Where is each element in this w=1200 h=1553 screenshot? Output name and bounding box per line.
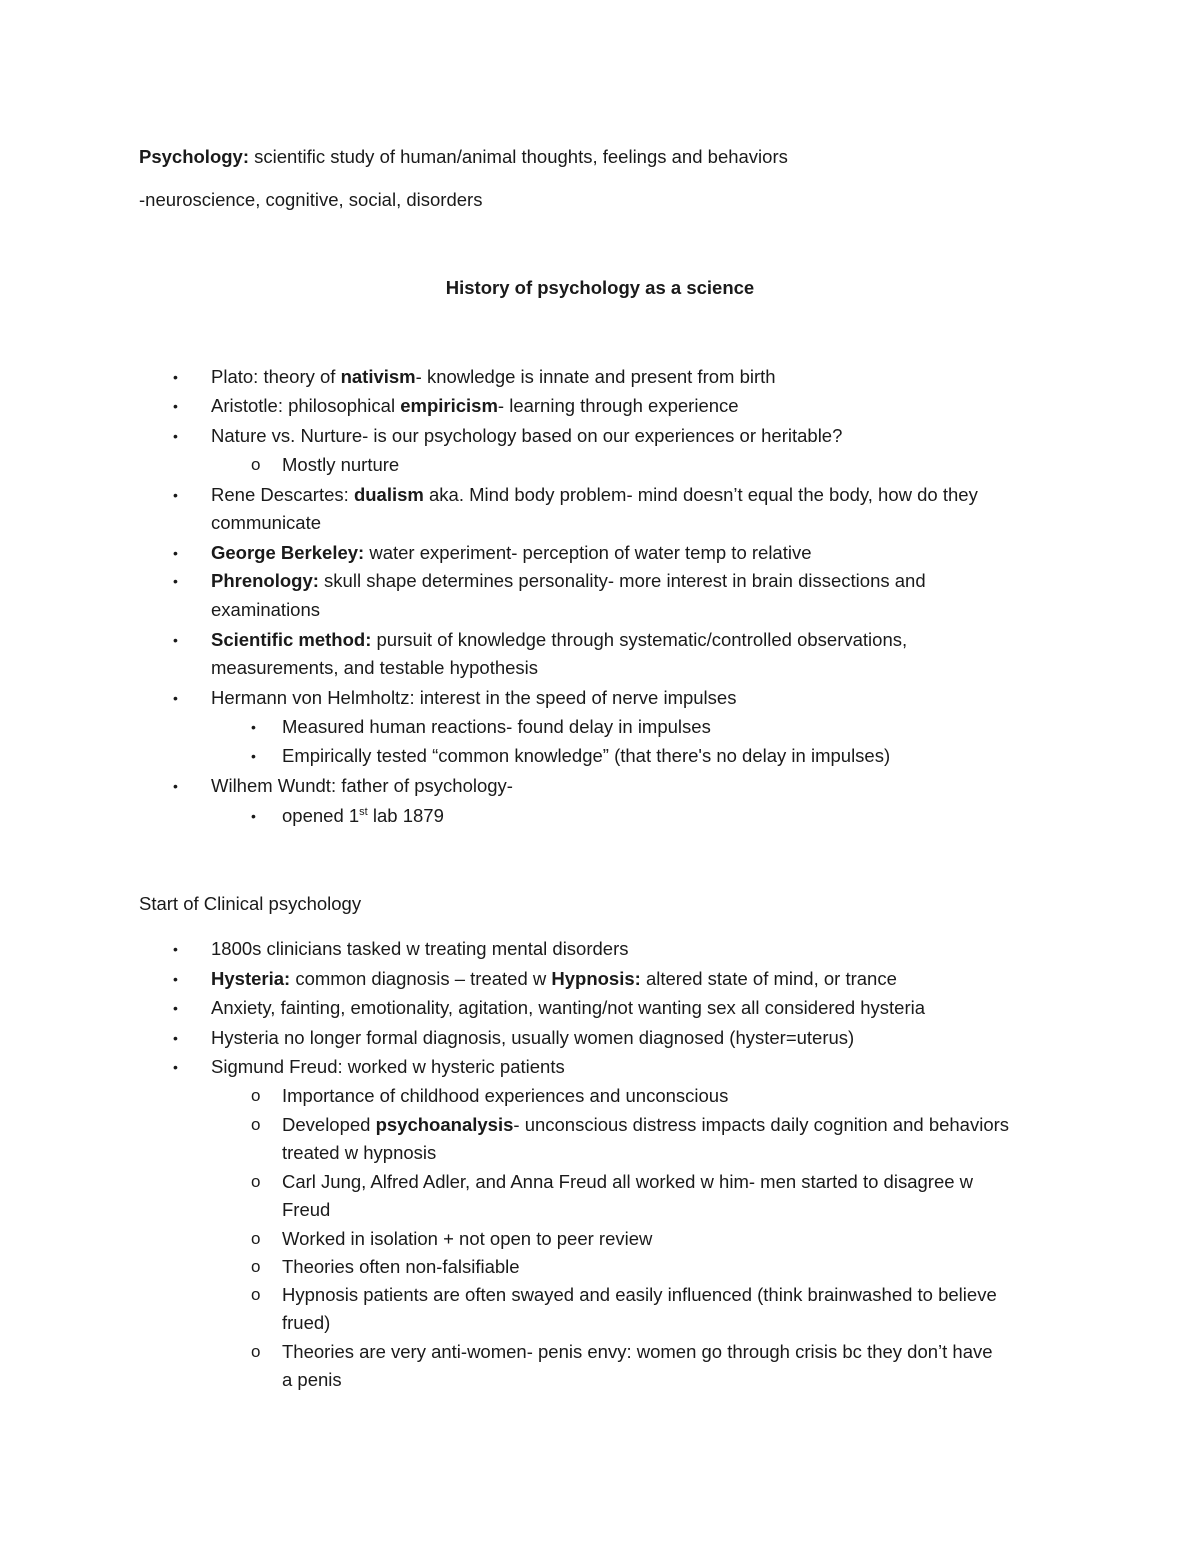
bullet-icon: • [173,1030,178,1046]
freud-point-childhood: Importance of childhood experiences and unconscious [282,1085,729,1106]
sub-bullet-icon: o [251,1342,261,1361]
list-item-plato: Plato: theory of nativism- knowledge is innate and present from birth [211,366,776,387]
sub-item-measured: Measured human reactions- found delay in impulses [282,716,711,737]
list-item-hysteria-formal: Hysteria no longer formal diagnosis, usually women diagnosed (hyster=uterus) [211,1027,855,1048]
history-heading: History of psychology as a science [445,277,755,298]
bullet-icon: • [173,573,178,589]
freud-point-anti-women: Theories are very anti-women- penis envy: women go through crisis bc they don’t have [282,1341,993,1362]
bullet-icon: • [173,971,178,987]
definition-term: Psychology: [139,146,249,167]
bullet-icon: • [173,1059,178,1075]
freud-point-falsifiable: Theories often non-falsifiable [282,1256,520,1277]
bullet-icon: • [251,719,256,735]
list-item-anxiety: Anxiety, fainting, emotionality, agitation, wanting/not wanting sex all considered hysteria [211,997,926,1018]
definition-text: scientific study of human/animal thoughts, feelings and behaviors [249,146,788,167]
bullet-icon: • [173,398,178,414]
freud-point-psychoanalysis-cont: treated w hypnosis [282,1142,437,1163]
bullet-icon: • [173,632,178,648]
list-item-nature-nurture: Nature vs. Nurture- is our psychology based on our experiences or heritable? [211,425,843,446]
freud-point-jung: Carl Jung, Alfred Adler, and Anna Freud all worked w him- men started to disagree w [282,1171,974,1192]
sub-bullet-icon: o [251,1285,261,1304]
list-item-1800s: 1800s clinicians tasked w treating mental disorders [211,938,629,959]
bullet-icon: • [173,941,178,957]
list-item-phrenology: Phrenology: skull shape determines personality- more interest in brain dissections and [211,570,926,591]
list-item-wundt: Wilhem Wundt: father of psychology- [211,775,513,796]
list-item-descartes: Rene Descartes: dualism aka. Mind body problem- mind doesn’t equal the body, how do they [211,484,978,505]
bullet-icon: • [173,690,178,706]
psychology-definition [139,145,788,169]
list-item-helmholtz: Hermann von Helmholtz: interest in the speed of nerve impulses [211,687,737,708]
sub-item-empirically: Empirically tested “common knowledge” (that there's no delay in impulses) [282,745,891,766]
bullet-icon: • [173,1000,178,1016]
list-item-berkeley: George Berkeley: water experiment- perception of water temp to relative [211,542,812,563]
freud-point-isolation: Worked in isolation + not open to peer review [282,1228,653,1249]
psychology-fields: -neuroscience, cognitive, social, disorders [139,189,483,210]
sub-bullet-icon: o [251,1229,261,1248]
freud-point-hypnosis: Hypnosis patients are often swayed and easily influenced (think brainwashed to believe [282,1284,997,1305]
sub-item-mostly-nurture: Mostly nurture [282,454,400,475]
list-item-hysteria: Hysteria: common diagnosis – treated w Hypnosis: altered state of mind, or trance [211,968,897,989]
bullet-icon: • [173,545,178,561]
sub-bullet-icon: o [251,1257,261,1276]
freud-point-psychoanalysis: Developed psychoanalysis- unconscious distress impacts daily cognition and behaviors [282,1114,1010,1135]
bullet-icon: • [173,428,178,444]
bullet-icon: • [251,748,256,764]
list-item-freud: Sigmund Freud: worked w hysteric patients [211,1056,565,1077]
sub-bullet-icon: o [251,1172,261,1191]
bullet-icon: • [173,369,178,385]
clinical-heading: Start of Clinical psychology [139,893,362,914]
list-item-aristotle: Aristotle: philosophical empiricism- learning through experience [211,395,739,416]
sub-bullet-icon: o [251,1115,261,1134]
list-item-phrenology-cont: examinations [211,599,321,620]
list-item-scientific-method-cont: measurements, and testable hypothesis [211,657,539,678]
freud-point-anti-women-cont: a penis [282,1369,342,1390]
list-item-descartes-cont: communicate [211,512,322,533]
freud-point-jung-cont: Freud [282,1199,331,1220]
sub-bullet-icon: o [251,1086,261,1105]
bullet-icon: • [173,487,178,503]
sub-item-first-lab: opened 1st lab 1879 [282,805,444,826]
sub-bullet-icon: o [251,455,261,474]
list-item-scientific-method: Scientific method: pursuit of knowledge through systematic/controlled observations, [211,629,908,650]
freud-point-hypnosis-cont: frued) [282,1312,331,1333]
bullet-icon: • [251,808,256,824]
bullet-icon: • [173,778,178,794]
